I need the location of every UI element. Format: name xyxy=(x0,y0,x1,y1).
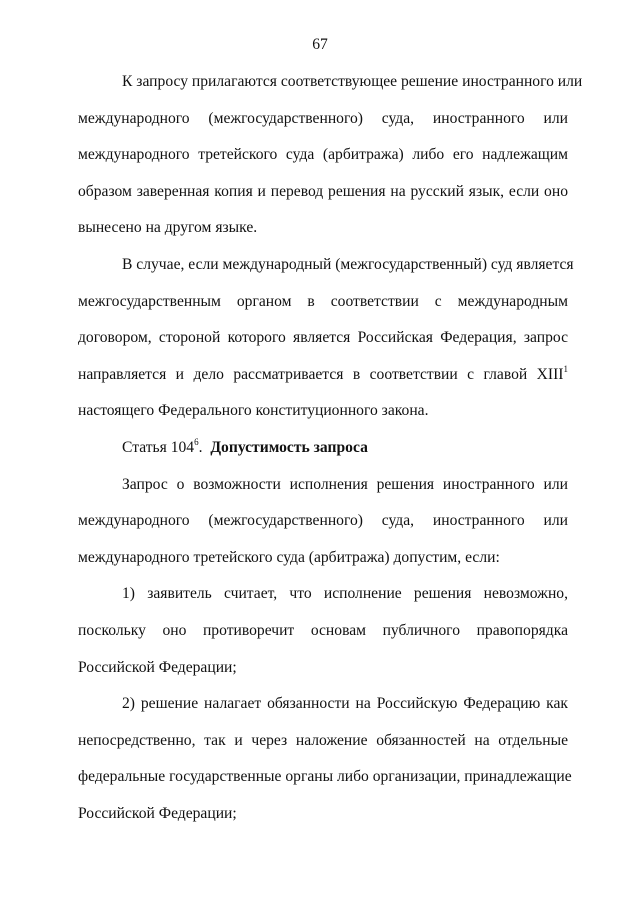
article-dot: . xyxy=(198,438,203,456)
text-line: образом заверенная копия и перевод решения на русский язык, если оно xyxy=(78,182,568,200)
list-item xyxy=(78,583,568,693)
text-line: федеральные государственные органы либо организации, принадлежащие xyxy=(78,768,572,786)
paragraph-admissibility xyxy=(78,474,568,584)
text-line: международного третейского суда (арбитража) допустим, если: xyxy=(78,548,500,566)
text-line: В случае, если международный (межгосударственный) суд является xyxy=(122,255,574,273)
text-line: вынесено на другом языке. xyxy=(78,219,258,237)
text-line: международного третейского суда (арбитража) либо его надлежащим xyxy=(78,146,568,164)
list-item xyxy=(78,693,572,839)
paragraph-interstate-court xyxy=(78,254,574,437)
text-line: 1) заявитель считает, что исполнение решения невозможно, xyxy=(122,585,568,603)
article-title: Допустимость запроса xyxy=(210,438,368,456)
text-line: Запрос о возможности исполнения решения иностранного или xyxy=(122,475,568,493)
text-line: межгосударственным органом в соответствии с международным xyxy=(78,292,568,310)
chapter-superscript: 1 xyxy=(563,363,568,374)
text-line: К запросу прилагаются соответствующее решение иностранного или xyxy=(122,73,583,90)
document-body xyxy=(78,71,583,839)
text-line: поскольку оно противоречит основам публичного правопорядка xyxy=(78,621,568,639)
text-line: договором, стороной которого является Российская Федерация, запрос xyxy=(78,329,568,347)
text-line: непосредственно, так и через наложение обязанностей на отдельные xyxy=(78,731,568,749)
paragraph-attachments xyxy=(78,71,583,254)
text-line-main: направляется и дело рассматривается в соответствии с главой XIII xyxy=(78,365,564,383)
text-line: 2) решение налагает обязанности на Российскую Федерацию как xyxy=(122,695,568,713)
article-superscript: 6 xyxy=(194,436,199,447)
page-number: 67 xyxy=(312,36,328,53)
article-number: Статья 104 xyxy=(122,438,195,456)
text-line: настоящего Федерального конституционного закона. xyxy=(78,402,429,420)
text-line: Российской Федерации; xyxy=(78,804,237,822)
text-line: международного (межгосударственного) суда, иностранного или xyxy=(78,109,568,127)
article-heading xyxy=(78,437,568,474)
text-line-with-superscript xyxy=(78,364,568,401)
text-line: Российской Федерации; xyxy=(78,658,237,676)
text-line: международного (межгосударственного) суда, иностранного или xyxy=(78,512,568,530)
